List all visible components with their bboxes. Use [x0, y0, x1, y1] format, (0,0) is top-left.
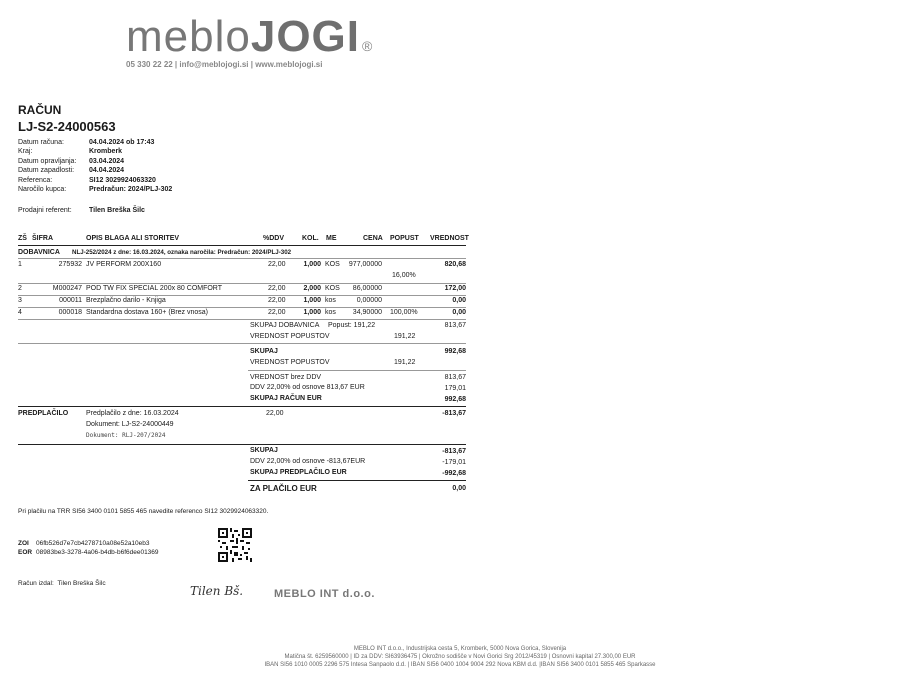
meta-label: Datum opravljanja:	[18, 157, 77, 165]
document-type: RAČUN	[18, 103, 62, 117]
cell-opis: Standardna dostava 160+ (Brez vnosa)	[86, 309, 208, 316]
meta-label: Referenca:	[18, 176, 53, 184]
row-divider	[18, 319, 466, 320]
zoi-value: 06fb526d7e7cb4278710a08e52a10eb3	[36, 540, 150, 547]
amount-due-label: ZA PLAČILO EUR	[250, 484, 317, 493]
total-value: 992,68	[444, 348, 466, 355]
prepayment-value: -813,67	[442, 410, 466, 417]
net-value: 813,67	[444, 374, 466, 381]
payment-note: Pri plačilu na TRR SI56 3400 0101 5855 465 navedite referenco SI12 3029924063320.	[18, 508, 269, 515]
section-info: NLJ-252/2024 z dne: 16.03.2024, oznaka naročila: Predračun: 2024/PLJ-302	[72, 249, 292, 256]
vat-label: DDV 22,00% od osnove -813,67EUR	[250, 458, 366, 465]
meta-row	[18, 138, 172, 147]
issued-by-name: Tilen Breška Šilc	[57, 580, 106, 587]
meta-value: Kromberk	[89, 148, 123, 156]
section-label: DOBAVNICA	[18, 249, 60, 256]
signature: Tilen Bš.	[190, 584, 244, 598]
meta-value: SI12 3029924063320	[89, 176, 156, 184]
meta-row	[18, 157, 172, 166]
cell-opis: JV PERFORM 200X160	[86, 261, 162, 268]
cell-ddv: 22,00	[268, 285, 286, 292]
total-label: SKUPAJ	[250, 348, 278, 355]
section-divider	[18, 406, 466, 407]
prepayment-line-2: Dokument: LJ-S2-24000449	[86, 421, 174, 428]
subtotal-delivery-value: 813,67	[444, 322, 466, 329]
eor-value: 08983be3-3278-4a06-b4db-b6f6dee01369	[36, 549, 159, 556]
col-header-vrednost: VREDNOST	[430, 235, 469, 242]
document-meta	[18, 138, 172, 194]
cell-zs: 4	[18, 309, 22, 316]
meta-label: Datum zapadlosti:	[18, 167, 75, 175]
meta-value: 04.04.2024	[89, 167, 125, 175]
issued-by-label: Račun izdal:	[18, 580, 54, 587]
prepayment-line-3: Dokument: RLJ-207/2024	[86, 432, 166, 439]
prepayment-label: PREDPLAČILO	[18, 410, 69, 417]
discounts-label: VREDNOST POPUSTOV	[250, 359, 330, 366]
header-divider	[18, 245, 466, 246]
cell-vrednost: 0,00	[452, 297, 466, 304]
company-contact: 05 330 22 22 | info@meblojogi.si | www.meblojogi.si	[126, 60, 323, 69]
discounts-label: VREDNOST POPUSTOV	[250, 333, 330, 340]
row-divider	[18, 295, 466, 296]
cell-opis: Brezplačno darilo - Knjiga	[86, 297, 166, 304]
col-header-kol: KOL.	[302, 235, 319, 242]
section-divider	[18, 258, 466, 259]
col-header-opis: OPIS BLAGA ALI STORITEV	[86, 235, 180, 242]
zoi-label: ZOI	[18, 540, 29, 547]
prepayment-line-1: Predplačilo z dne: 16.03.2024	[86, 410, 179, 417]
cell-zs: 3	[18, 297, 22, 304]
cell-me: KOS	[325, 261, 340, 268]
logo-text-light: meblo	[126, 12, 251, 61]
meta-row	[18, 147, 172, 156]
cell-opis: POD TW FIX SPECIAL 200x 80 COMFORT	[86, 285, 223, 292]
zoi-row	[18, 540, 150, 547]
cell-cena: 977,00000	[348, 261, 382, 268]
total-value: -813,67	[442, 448, 466, 455]
issued-by	[18, 580, 106, 587]
section-divider	[18, 444, 466, 445]
company-stamp: MEBLO INT d.o.o.	[274, 588, 375, 600]
net-value-label: VREDNOST brez DDV	[250, 374, 322, 381]
subtotal-delivery-discount: Popust: 191,22	[328, 322, 376, 329]
discounts-value: 191,22	[394, 359, 416, 366]
document-number: LJ-S2-24000563	[18, 119, 116, 134]
cell-sifra: 000018	[58, 309, 82, 316]
discounts-value: 191,22	[394, 333, 416, 340]
cell-zs: 2	[18, 285, 22, 292]
meta-row	[18, 185, 172, 194]
meta-value: Predračun: 2024/PLJ-302	[89, 186, 173, 194]
prepayment-total-value: -992,68	[442, 470, 466, 477]
sales-referent	[18, 207, 145, 214]
row-divider	[18, 283, 466, 284]
logo-registered-mark: ®	[362, 38, 374, 54]
cell-vrednost: 0,00	[452, 309, 466, 316]
cell-ddv: 22,00	[268, 297, 286, 304]
row-divider	[18, 307, 466, 308]
cell-cena: 34,90000	[352, 309, 382, 316]
col-header-zs: ZŠ	[18, 235, 27, 242]
footer-line-1: MEBLO INT d.o.o., Industrijska cesta 5, Kromberk, 5000 Nova Gorica, Slovenija	[353, 646, 567, 652]
logo-text-bold: JOGI	[250, 12, 360, 61]
meta-row	[18, 166, 172, 175]
subtotal-delivery-label: SKUPAJ DOBAVNICA	[250, 322, 320, 329]
cell-sifra: 275932	[58, 261, 82, 268]
section-divider	[248, 480, 466, 481]
cell-kol: 1,000	[303, 309, 321, 316]
vat-label: DDV 22,00% od osnove 813,67 EUR	[250, 384, 365, 391]
prepayment-total-label: SKUPAJ PREDPLAČILO EUR	[250, 469, 347, 476]
prepayment-vat: 22,00	[266, 410, 284, 417]
meta-label: Datum računa:	[18, 139, 64, 146]
cell-sifra: M000247	[52, 285, 82, 292]
cell-ddv: 22,00	[268, 261, 286, 268]
meta-value: 03.04.2024	[89, 157, 125, 165]
invoice-total-label: SKUPAJ RAČUN EUR	[250, 395, 322, 402]
cell-me: KOS	[325, 285, 340, 292]
col-header-me: ME	[326, 235, 337, 242]
cell-popust: 100,00%	[390, 309, 418, 316]
cell-me: kos	[325, 297, 336, 304]
amount-due-value: 0,00	[452, 485, 466, 492]
col-header-ddv: %DDV	[263, 235, 285, 242]
meta-value: 04.04.2024 ob 17:43	[89, 139, 155, 146]
cell-kol: 2,000	[303, 285, 321, 292]
cell-cena: 86,00000	[352, 285, 382, 292]
meta-label: Naročilo kupca:	[18, 186, 67, 194]
col-header-popust: POPUST	[390, 235, 419, 242]
meta-row	[18, 176, 172, 185]
referent-value: Tilen Breška Šilc	[89, 207, 145, 214]
section-divider	[18, 343, 466, 344]
referent-label: Prodajni referent:	[18, 207, 72, 214]
eor-row	[18, 549, 159, 556]
section-divider	[248, 370, 466, 371]
cell-me: kos	[325, 309, 336, 316]
cell-cena: 0,00000	[356, 297, 382, 304]
footer-line-2: Matična št. 6259560000 | ID za DDV: SI63936475 | Okrožno sodišče v Novi Gorici Srg 2012/45319 | Osnovni kapital 27.300,00 EUR	[284, 654, 636, 660]
cell-popust: 16,00%	[392, 272, 416, 279]
meta-label: Kraj:	[18, 148, 33, 156]
invoice-total-value: 992,68	[444, 396, 466, 403]
cell-vrednost: 172,00	[444, 285, 466, 292]
footer-line-3: IBAN SI56 1010 0005 2296 575 Intesa Sanpaolo d.d. | IBAN SI56 0400 1004 9004 292 Nova KBM d.d. |IBAN SI56 3400 0101 5855 465 Sparkasse	[264, 662, 656, 668]
eor-label: EOR	[18, 549, 33, 556]
cell-ddv: 22,00	[268, 309, 286, 316]
cell-zs: 1	[18, 261, 22, 268]
col-header-cena: CENA	[363, 235, 383, 242]
col-header-sifra: ŠIFRA	[32, 235, 53, 242]
qr-code	[218, 528, 252, 562]
total-label: SKUPAJ	[250, 447, 278, 454]
cell-vrednost: 820,68	[444, 261, 466, 268]
vat-value: 179,01	[444, 385, 466, 392]
cell-sifra: 000011	[59, 297, 82, 304]
cell-kol: 1,000	[303, 297, 321, 304]
cell-kol: 1,000	[303, 261, 321, 268]
vat-value: -179,01	[442, 459, 466, 466]
